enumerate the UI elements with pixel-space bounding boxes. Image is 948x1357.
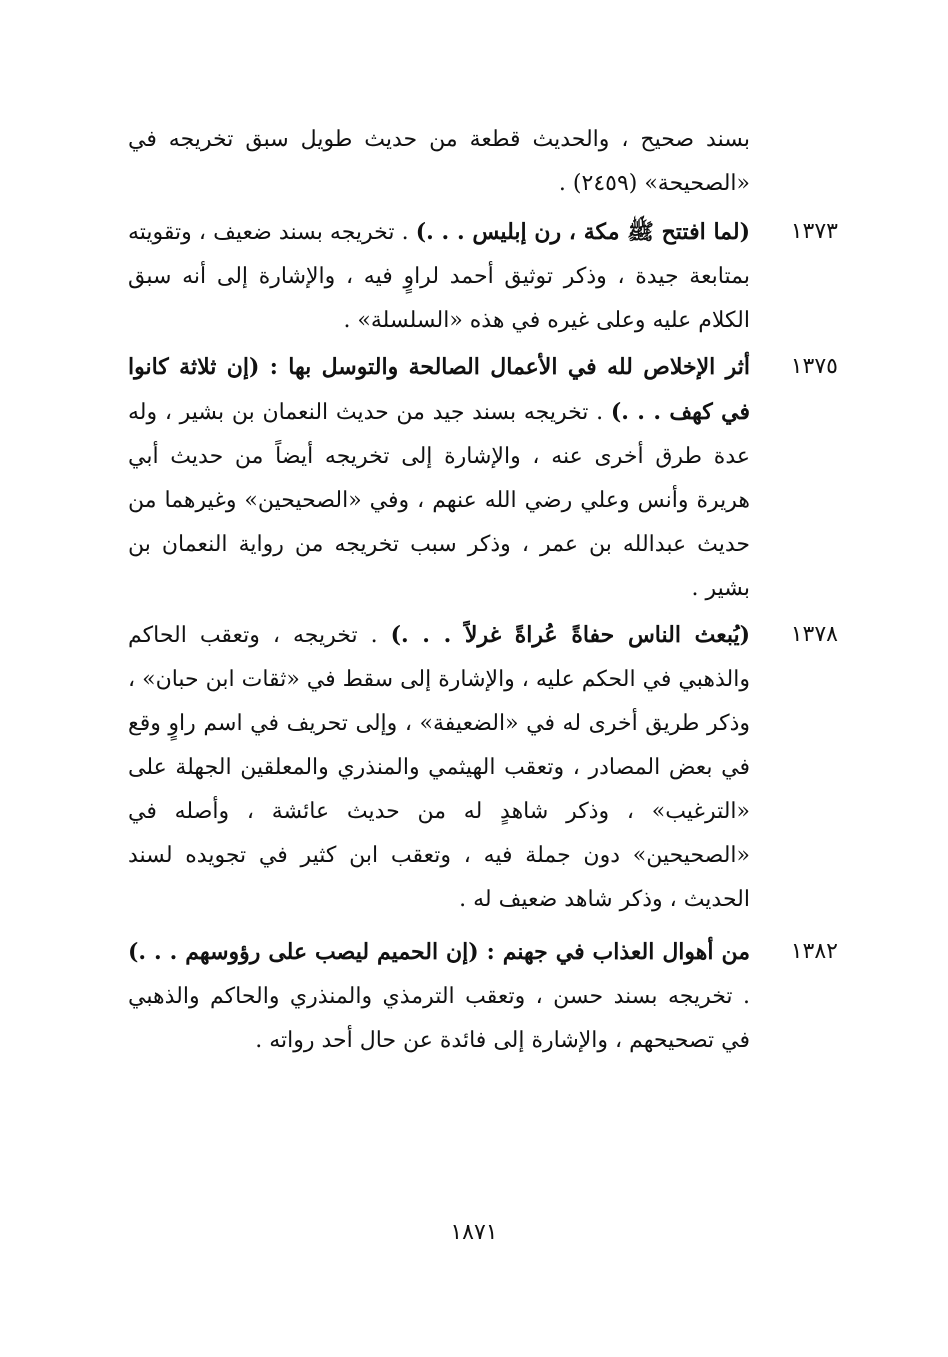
entry-body — [128, 210, 750, 343]
entry-title: (يُبعث الناس حفاةً عُراةً غرلاً . . .) — [390, 622, 750, 648]
entry-body — [128, 345, 750, 611]
entry-text: . تخريجه بسند جيد من حديث النعمان بن بشير ، وله عدة طرق أخرى عنه ، والإشارة إلى تخريجه أيضاً من حديث أبي هريرة وأنس وعلي رضي الله عنهم ، وفي «الصحيحين» وغيرهما من حديث عبدالله بن عمر ، وذكر سبب تخريجه من رواية النعمان بن بشير . — [128, 400, 750, 601]
page-content — [128, 118, 838, 1063]
entry-text: . تخريجه ، وتعقب الحاكم والذهبي في الحكم عليه ، والإشارة إلى سقط في «ثقات ابن حبان» ، وذكر طريق أخرى له في «الضعيفة» ، وإلى تحريف في اسم راوٍ وقع في بعض المصادر ، وتعقب الهيثمي والمنذري والمعلقين الجهلة على «الترغيب» ، وذكر شاهدٍ له من حديث عائشة ، وأصله في «الصحيحين» دون جملة فيه ، وتعقب ابن كثير في تجويده لسند الحديث ، وذكر شاهد ضعيف له . — [128, 623, 750, 912]
entry-number: ١٣٧٥ — [790, 354, 838, 379]
entry-text: . تخريجه بسند حسن ، وتعقب الترمذي والمنذري والحاكم والذهبي في تصحيحهم ، والإشارة إلى فائدة عن حال أحد رواته . — [128, 984, 750, 1053]
entry-title: (لما افتتح ﷺ مكة ، رن إبليس . . .) — [415, 219, 750, 245]
entry-number: ١٣٧٣ — [790, 219, 838, 244]
entry-number: ١٣٨٢ — [790, 939, 838, 964]
entry-title: من أهوال العذاب في جهنم : (إن الحميم ليصب على رؤوسهم . . .) — [128, 939, 750, 965]
entry-number: ١٣٧٨ — [790, 622, 838, 647]
page-number: ١٨٧١ — [450, 1220, 498, 1245]
entry-text: . تخريجه بسند ضعيف ، وتقويته بمتابعة جيدة ، وذكر توثيق أحمد لراوٍ فيه ، والإشارة إلى أنه سبق الكلام عليه وعلى غيره في هذه «السلسلة» . — [128, 220, 750, 333]
entry — [128, 345, 838, 611]
entry-title: أثر الإخلاص لله في الأعمال الصالحة والتوسل بها : (إن ثلاثة كانوا في كهف . . .) — [128, 354, 751, 425]
entry — [128, 613, 838, 922]
entry-body — [128, 930, 750, 1063]
entry — [128, 930, 838, 1063]
entry — [128, 210, 838, 343]
entry-body — [128, 613, 750, 922]
intro-paragraph: بسند صحيح ، والحديث قطعة من حديث طويل سبق تخريجه في «الصحيحة» (٢٤٥٩) . — [128, 127, 750, 196]
